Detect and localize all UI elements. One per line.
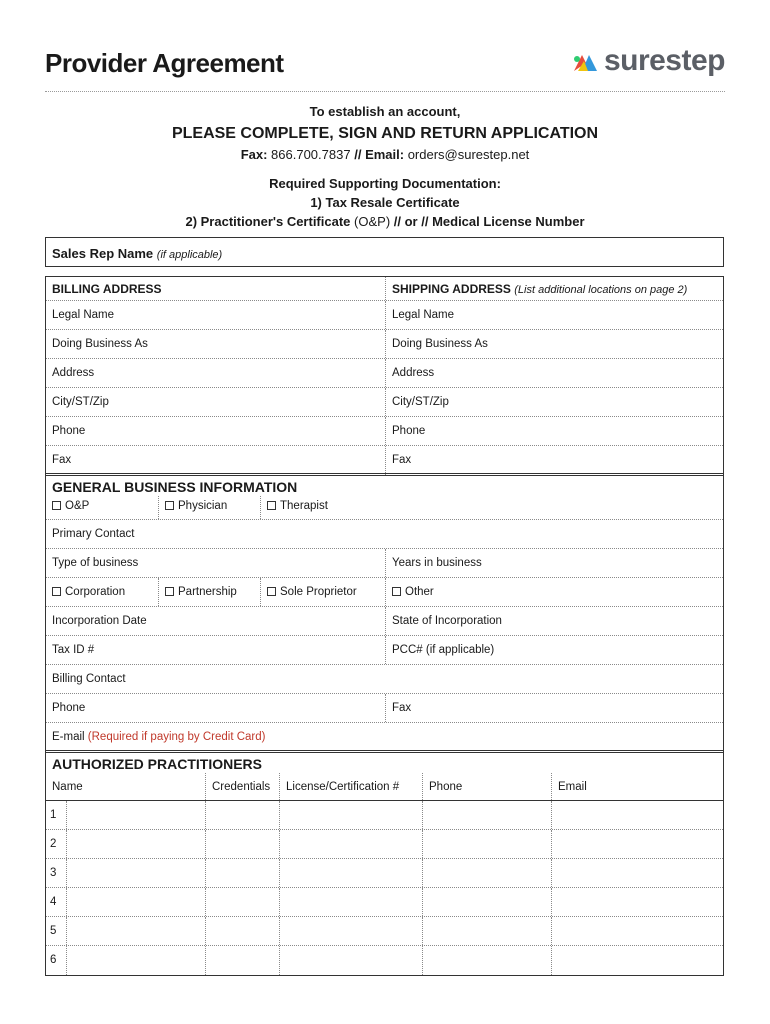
practitioner-name-input[interactable] — [66, 859, 205, 887]
gbi-fax-field[interactable]: Fax — [385, 694, 725, 722]
type-therapist-label: Therapist — [280, 500, 328, 512]
billing-contact-row — [46, 665, 723, 694]
address-row-address — [46, 359, 723, 388]
business-type-row — [46, 549, 723, 578]
checkbox-icon — [392, 587, 401, 596]
gbi-title: GENERAL BUSINESS INFORMATION — [52, 479, 298, 495]
row-number: 6 — [50, 954, 57, 966]
email-required-note: (Required if paying by Credit Card) — [87, 731, 266, 743]
billing-address-field[interactable]: Address — [52, 367, 95, 379]
type-physician-checkbox[interactable] — [158, 496, 260, 519]
license-input[interactable] — [279, 801, 422, 829]
years-in-business-field[interactable]: Years in business — [385, 549, 725, 577]
credentials-input[interactable] — [205, 859, 279, 887]
col-name-header: Name — [52, 781, 83, 793]
shipping-header — [385, 277, 725, 300]
docs-title: Required Supporting Documentation: — [269, 176, 501, 191]
type-of-business-field[interactable]: Type of business — [52, 557, 139, 569]
entity-partnership-label: Partnership — [178, 586, 237, 598]
fax-value: 866.700.7837 — [271, 147, 351, 162]
checkbox-icon — [52, 501, 61, 510]
row-number: 2 — [50, 838, 57, 850]
logo-mark-icon — [570, 49, 600, 73]
practitioner-row — [46, 801, 723, 830]
intro-block — [45, 104, 725, 233]
practitioner-row — [46, 946, 723, 975]
entity-corporation-label: Corporation — [65, 586, 126, 598]
tax-id-field[interactable]: Tax ID # — [52, 644, 95, 656]
checkbox-icon — [165, 501, 174, 510]
pcc-field[interactable]: PCC# (if applicable) — [385, 636, 725, 664]
address-row-fax — [46, 446, 723, 475]
practitioner-name-input[interactable] — [66, 888, 205, 916]
billing-legal-name-field[interactable]: Legal Name — [52, 309, 115, 321]
phone-input[interactable] — [422, 917, 551, 945]
row-number: 3 — [50, 867, 57, 879]
col-credentials-header: Credentials — [205, 773, 279, 800]
billing-city-field[interactable]: City/ST/Zip — [52, 396, 109, 408]
shipping-header-label: SHIPPING ADDRESS — [392, 282, 511, 296]
entity-partnership-checkbox[interactable] — [158, 578, 260, 606]
practitioner-row — [46, 888, 723, 917]
shipping-header-note: (List additional locations on page 2) — [514, 284, 688, 296]
intro-heading: PLEASE COMPLETE, SIGN AND RETURN APPLICATION — [171, 125, 599, 142]
type-therapist-checkbox[interactable] — [260, 496, 725, 519]
col-license-header: License/Certification # — [279, 773, 422, 800]
entity-corporation-checkbox[interactable] — [46, 578, 158, 606]
shipping-city-field[interactable]: City/ST/Zip — [385, 388, 725, 416]
address-row-phone — [46, 417, 723, 446]
checkbox-icon — [52, 587, 61, 596]
authorized-practitioners-section — [45, 750, 724, 976]
doc2-part-c: // or // Medical License Number — [393, 214, 585, 229]
entity-other-checkbox[interactable] — [385, 578, 725, 606]
sales-rep-field[interactable] — [45, 237, 724, 267]
credentials-input[interactable] — [205, 801, 279, 829]
row-number: 4 — [50, 896, 57, 908]
phone-input[interactable] — [422, 801, 551, 829]
practitioner-name-input[interactable] — [66, 917, 205, 945]
row-number: 5 — [50, 925, 57, 937]
license-input[interactable] — [279, 888, 422, 916]
sales-rep-label: Sales Rep Name — [52, 246, 154, 261]
address-row-legal-name — [46, 301, 723, 330]
tax-row — [46, 636, 723, 665]
phone-input[interactable] — [422, 830, 551, 858]
email-input[interactable] — [551, 859, 725, 887]
phone-input[interactable] — [422, 946, 551, 975]
address-row-dba — [46, 330, 723, 359]
checkbox-icon — [165, 587, 174, 596]
billing-contact-field[interactable]: Billing Contact — [52, 673, 126, 685]
shipping-address-field[interactable]: Address — [385, 359, 725, 387]
contact-line — [45, 147, 725, 167]
credentials-input[interactable] — [205, 830, 279, 858]
phone-fax-row — [46, 694, 723, 723]
provider-type-row — [46, 496, 723, 520]
email-value: orders@surestep.net — [407, 147, 530, 162]
credentials-input[interactable] — [205, 888, 279, 916]
incorporation-date-field[interactable]: Incorporation Date — [52, 615, 147, 627]
general-business-section — [45, 473, 724, 753]
type-op-checkbox[interactable] — [46, 496, 158, 519]
doc-item-1: 1) Tax Resale Certificate — [310, 195, 460, 210]
shipping-phone-field[interactable]: Phone — [385, 417, 725, 445]
doc-item-2 — [45, 214, 725, 233]
primary-contact-field[interactable]: Primary Contact — [52, 528, 135, 540]
license-input[interactable] — [279, 859, 422, 887]
auth-title: AUTHORIZED PRACTITIONERS — [52, 756, 262, 772]
address-row-city — [46, 388, 723, 417]
entity-row — [46, 578, 723, 607]
doc2-part-a: 2) Practitioner's Certificate — [185, 214, 351, 229]
email-input[interactable] — [551, 888, 725, 916]
intro-line: To establish an account, — [309, 104, 461, 119]
billing-header: BILLING ADDRESS — [52, 282, 162, 296]
entity-sole-proprietor-checkbox[interactable] — [260, 578, 385, 606]
header-divider — [45, 91, 725, 92]
page-header — [45, 44, 725, 92]
auth-header-row — [46, 773, 723, 801]
fax-label: Fax: — [240, 147, 268, 162]
doc2-part-b: (O&P) — [354, 214, 391, 229]
col-phone-header: Phone — [422, 773, 551, 800]
practitioner-row — [46, 859, 723, 888]
checkbox-icon — [267, 501, 276, 510]
address-header-row — [46, 277, 723, 301]
email-label: Email: — [365, 147, 405, 162]
checkbox-icon — [267, 587, 276, 596]
shipping-fax-field[interactable]: Fax — [385, 446, 725, 475]
shipping-legal-name-field[interactable]: Legal Name — [385, 301, 725, 329]
email-input[interactable] — [551, 917, 725, 945]
type-op-label: O&P — [65, 500, 90, 512]
practitioner-name-input[interactable] — [66, 801, 205, 829]
logo-text: surestep — [603, 44, 725, 77]
phone-input[interactable] — [422, 888, 551, 916]
practitioner-row — [46, 917, 723, 946]
gbi-email-field[interactable] — [46, 723, 725, 752]
state-of-incorporation-field[interactable]: State of Incorporation — [385, 607, 725, 635]
email-input[interactable] — [551, 946, 725, 975]
entity-other-label: Other — [405, 586, 434, 598]
billing-dba-field[interactable]: Doing Business As — [52, 338, 148, 350]
license-input[interactable] — [279, 917, 422, 945]
credentials-input[interactable] — [205, 917, 279, 945]
entity-sole-proprietor-label: Sole Proprietor — [280, 586, 357, 598]
type-physician-label: Physician — [178, 500, 228, 512]
credentials-input[interactable] — [205, 946, 279, 975]
practitioner-name-input[interactable] — [66, 946, 205, 975]
practitioner-name-input[interactable] — [66, 830, 205, 858]
license-input[interactable] — [279, 830, 422, 858]
phone-input[interactable] — [422, 859, 551, 887]
incorporation-row — [46, 607, 723, 636]
row-number: 1 — [50, 809, 57, 821]
address-section — [45, 276, 724, 476]
billing-fax-field[interactable]: Fax — [52, 454, 72, 466]
primary-contact-row — [46, 520, 723, 549]
email-input[interactable] — [551, 801, 725, 829]
sales-rep-note: (if applicable) — [156, 249, 223, 261]
practitioner-row — [46, 830, 723, 859]
auth-rows — [46, 801, 723, 975]
shipping-dba-field[interactable]: Doing Business As — [385, 330, 725, 358]
separator: // — [354, 147, 362, 162]
gbi-phone-field[interactable]: Phone — [52, 702, 86, 714]
email-input[interactable] — [551, 830, 725, 858]
email-field-label: E-mail — [52, 731, 85, 743]
email-row — [46, 723, 723, 752]
col-email-header: Email — [551, 773, 725, 800]
billing-phone-field[interactable]: Phone — [52, 425, 86, 437]
page-title: Provider Agreement — [45, 48, 284, 78]
surestep-logo — [570, 44, 725, 78]
license-input[interactable] — [279, 946, 422, 975]
